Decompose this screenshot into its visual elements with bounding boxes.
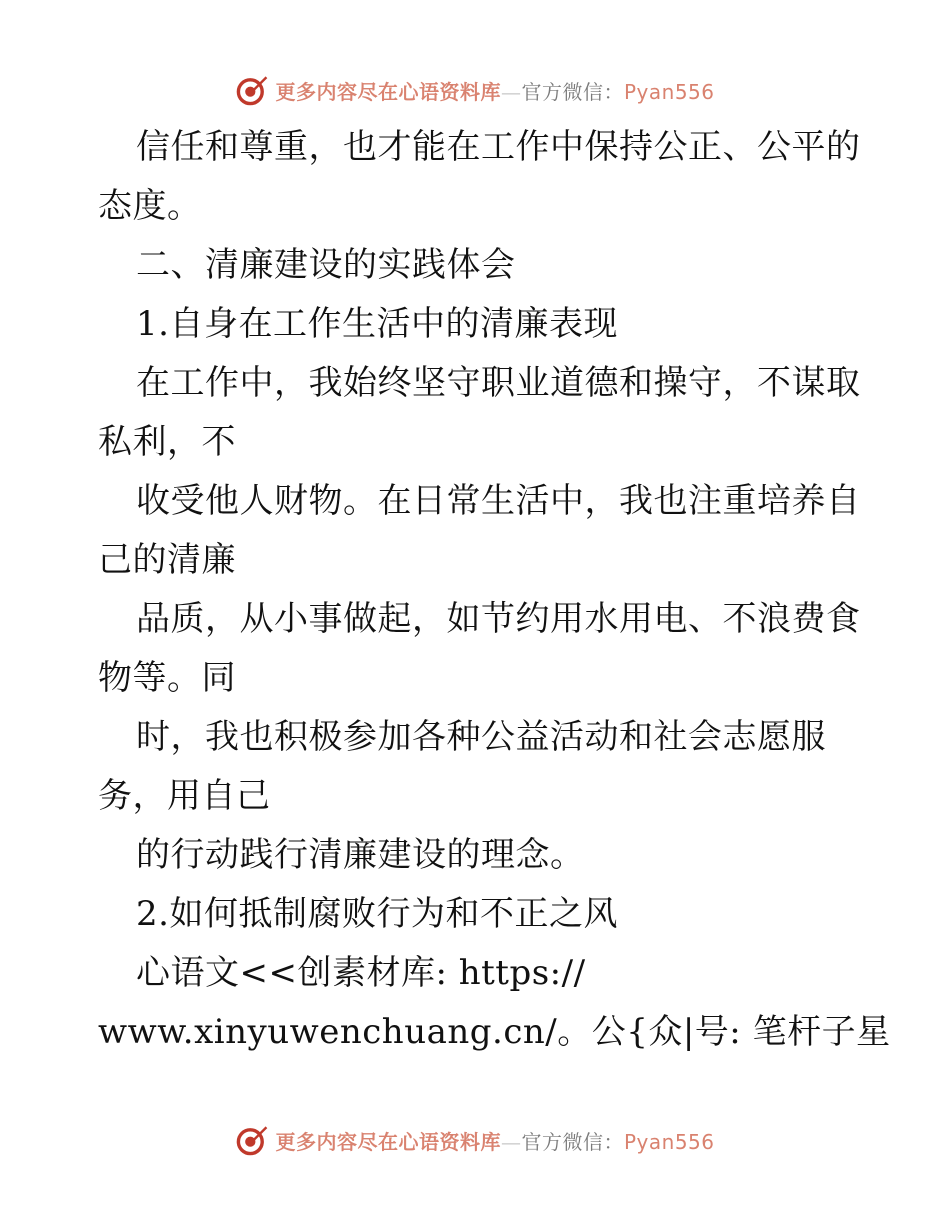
footer-watermark-text [275, 1126, 714, 1155]
body-line: 品质，从小事做起，如节约用水用电、不浪费食 [136, 599, 861, 639]
body-line: 的行动践行清廉建设的理念。 [136, 835, 585, 875]
body-line: 私利，不 [98, 422, 236, 462]
footer-banner [0, 1120, 950, 1160]
footer-dash: — [500, 1129, 522, 1154]
body-line: 物等。同 [98, 658, 236, 698]
pen-logo-icon [235, 73, 269, 107]
header-wechat-id: Pyan556 [623, 79, 715, 104]
body-line: 务，用自己 [98, 776, 271, 816]
body-line: 态度。 [98, 186, 202, 226]
body-line: 信任和尊重，也才能在工作中保持公正、公平的 [136, 127, 861, 167]
body-line: 己的清廉 [98, 540, 236, 580]
body-line: www.xinyuwenchuang.cn/。公{众|号: 笔杆子星 [98, 1012, 891, 1052]
header-dash: — [500, 79, 522, 104]
body-line: 1.自身在工作生活中的清廉表现 [136, 304, 618, 344]
header-banner [0, 70, 950, 110]
footer-wechat-label: 官方微信： [521, 1129, 624, 1154]
pen-logo-icon [235, 1123, 269, 1157]
body-line: 心语文<<创素材库: https:// [136, 953, 586, 993]
header-wechat-label: 官方微信： [521, 79, 624, 104]
body-line: 在工作中，我始终坚守职业道德和操守，不谋取 [136, 363, 861, 403]
header-watermark-text [275, 76, 714, 105]
body-line: 收受他人财物。在日常生活中，我也注重培养自 [136, 481, 861, 521]
footer-wechat-id: Pyan556 [623, 1129, 715, 1154]
body-line: 2.如何抵制腐败行为和不正之风 [136, 894, 618, 934]
body-line: 二、清廉建设的实践体会 [136, 245, 516, 285]
footer-brand: 更多内容尽在心语资料库 [275, 1129, 501, 1154]
body-line: 时，我也积极参加各种公益活动和社会志愿服 [136, 717, 826, 757]
document-body [98, 118, 891, 1062]
header-brand: 更多内容尽在心语资料库 [275, 79, 501, 104]
